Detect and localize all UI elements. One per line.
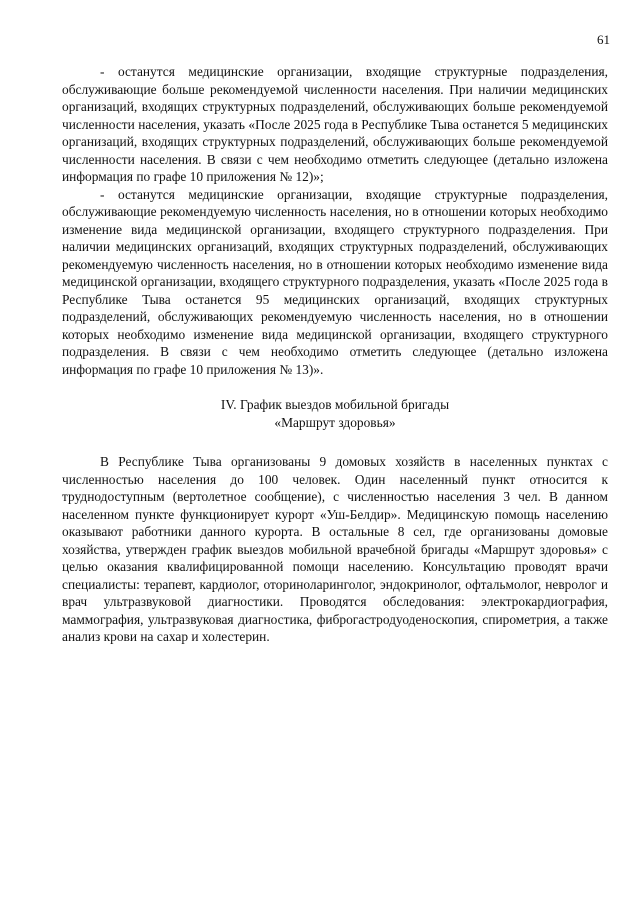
section-subtitle: «Маршрут здоровья» — [274, 414, 396, 430]
paragraph-bullet-1: - останутся медицинские организации, входящие структурные подразделения, обслуживающие больше рекомендуемой численности населения. При наличии медицинских организаций, входящих структурных подразделений, обслуживающих больше рекомендуемой численности населения, указать «После 2025 года в Республике Тыва останется 5 медицинских организаций, входящих структурных подразделений, обслуживающих больше рекомендуемой численности населения. В связи с чем необходимо отметить следующее (детально изложена информация по графе 10 приложения № 12)»; — [62, 64, 608, 184]
document-body — [62, 63, 608, 646]
paragraph-bullet-2: - останутся медицинские организации, входящие структурные подразделения, обслуживающие рекомендуемую численность населения, но в отношении которых необходимо изменение вида медицинской организации, входящего структурного подразделения. При наличии медицинских организаций, входящих структурных подразделений, обслуживающих рекомендуемую численность населения, но в отношении которых необходимо изменение вида медицинской организации, входящего структурного подразделения, указать «После 2025 года в Республике Тыва останется 95 медицинских организаций, входящих структурных подразделений, обслуживающих рекомендуемую численность населения, но в отношении которых необходимо изменение вида медицинской организации, входящего структурного подразделения. В связи с чем необходимо отметить следующее (детально изложена информация по графе 10 приложения № 13)». — [62, 186, 608, 377]
page-number: 61 — [597, 32, 610, 47]
paragraph-mobile-team: В Республике Тыва организованы 9 домовых хозяйств в населенных пунктах с численностью населения до 100 человек. Один населенный пункт относится к труднодоступным (вертолетное сообщение), с численностью населения 3 чел. В данном населенном пункте функционирует курорт «Уш-Белдир». Медицинскую помощь населению оказывают работники данного курорта. В остальные 8 сел, где организованы домовые хозяйства, утвержден график выездов мобильной врачебной бригады «Маршрут здоровья» с целью оказания квалифицированной помощи населению. Консультацию проводят врачи специалисты: терапевт, кардиолог, оториноларинголог, эндокринолог, офтальмолог, невролог и врач ультразвуковой диагностики. Проводятся обследования: электрокардиография, маммография, ультразвуковая диагностика, фиброгастродуоденоскопия, спирометрия, а также анализ крови на сахар и холестерин. — [62, 454, 608, 644]
section-title: IV. График выездов мобильной бригады — [220, 397, 450, 412]
section-heading — [62, 396, 608, 431]
